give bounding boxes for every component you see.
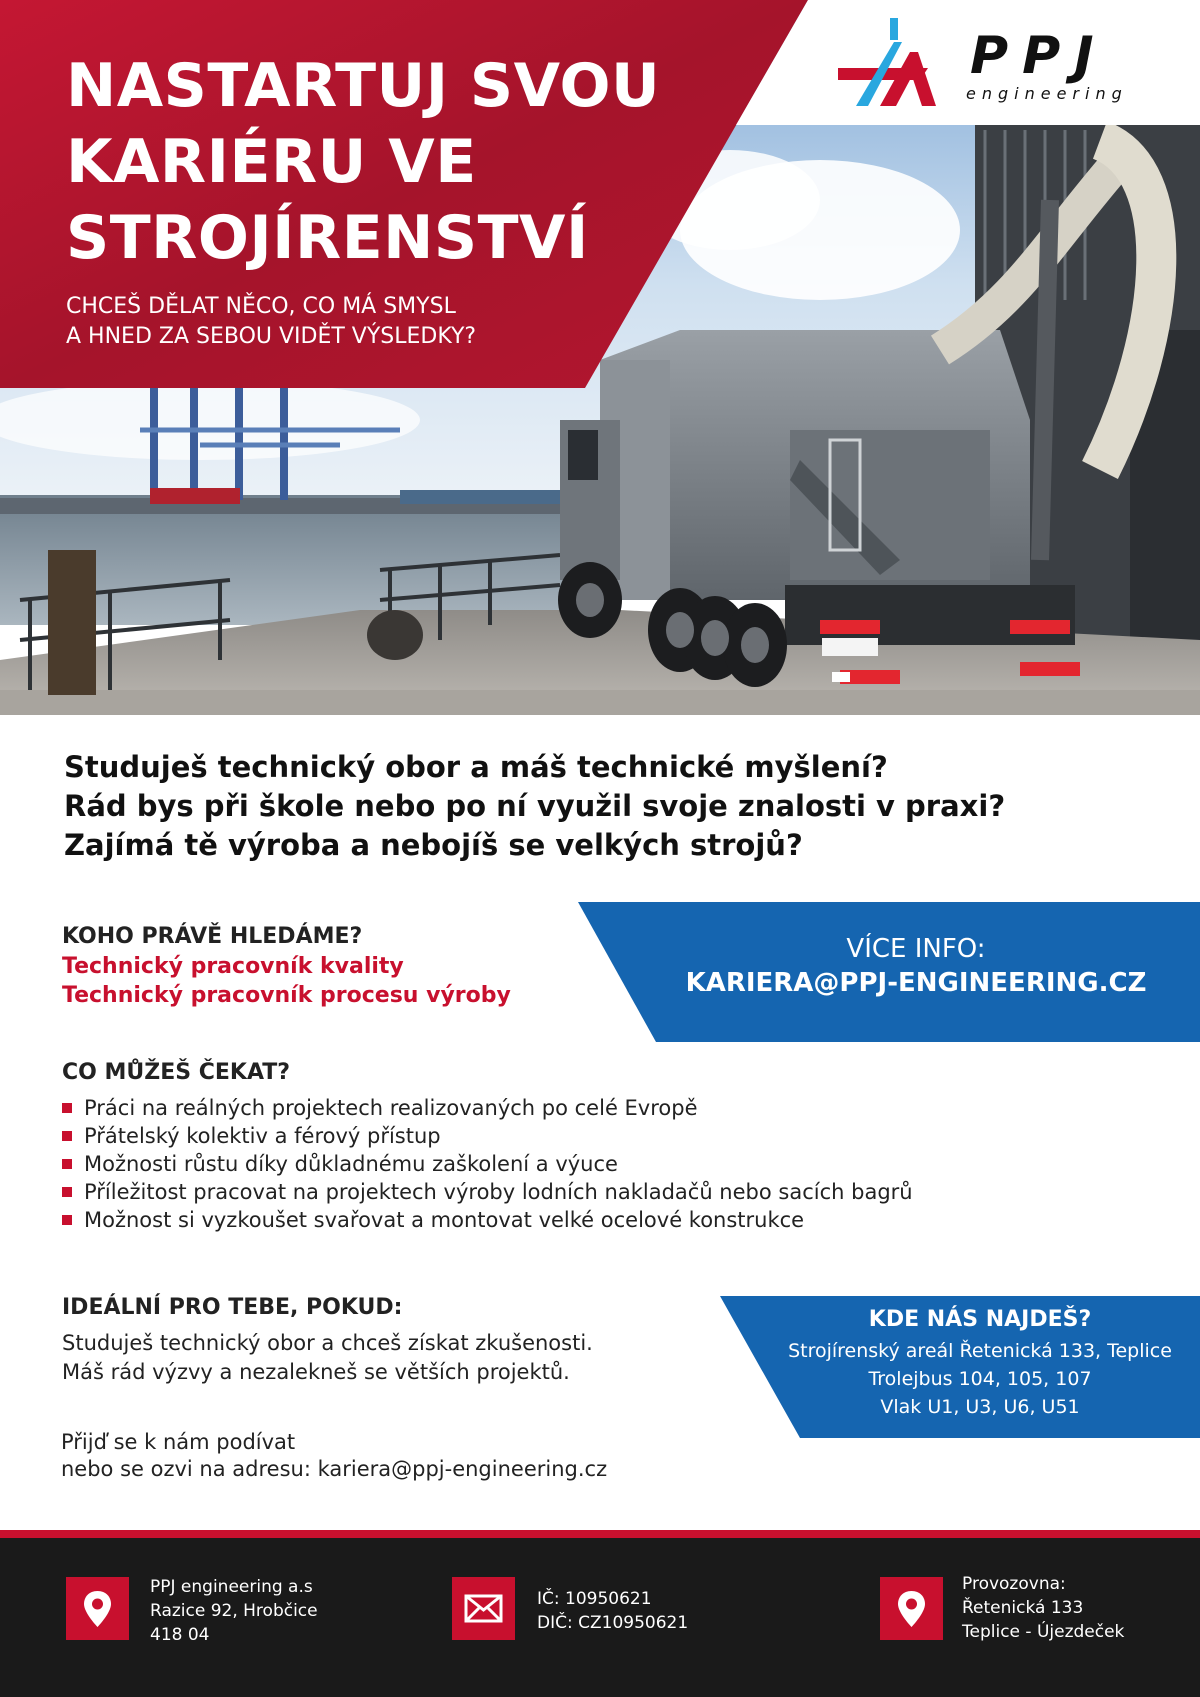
location-pin-icon — [880, 1577, 943, 1640]
footer-company-ids — [537, 1587, 688, 1635]
where-line: Trolejbus 104, 105, 107 — [868, 1368, 1092, 1390]
where-heading: KDE NÁS NAJDEŠ? — [868, 1307, 1092, 1332]
ideal-heading: IDEÁLNÍ PRO TEBE, POKUD: — [62, 1295, 403, 1320]
position-item: Technický pracovník procesu výroby — [62, 983, 511, 1008]
where-line: Strojírenský areál Řetenická 133, Teplice — [788, 1340, 1172, 1362]
visit-line: Přijď se k nám podívat — [61, 1430, 296, 1454]
hero-title-line: STROJÍRENSTVÍ — [66, 203, 589, 273]
question-line: Rád bys při škole nebo po ní využil svoje znalosti v praxi? — [64, 789, 1006, 823]
ideal-line: Máš rád výzvy a nezalekneš se větších projektů. — [62, 1360, 570, 1384]
list-item-text: Možnosti růstu díky důkladnému zaškolení a výuce — [84, 1152, 618, 1176]
footer-address-line: PPJ engineering a.s — [150, 1577, 313, 1597]
footer-id-line: DIČ: CZ10950621 — [537, 1613, 689, 1633]
bullet-square-icon — [62, 1131, 72, 1141]
expect-heading: CO MŮŽEŠ ČEKAT? — [62, 1060, 291, 1085]
logo-wordmark: PPJ — [970, 26, 1108, 86]
list-item-text: Možnost si vyzkoušet svařovat a montovat velké ocelové konstrukce — [84, 1208, 805, 1232]
visit-line: nebo se ozvi na adresu: kariera@ppj-engineering.cz — [61, 1457, 608, 1481]
footer-address-line: 418 04 — [150, 1625, 210, 1645]
footer-id-line: IČ: 10950621 — [537, 1589, 652, 1609]
intro-questions — [64, 748, 1144, 865]
footer-address — [150, 1575, 318, 1647]
bullet-square-icon — [62, 1159, 72, 1169]
hero-subtitle-line: A HNED ZA SEBOU VIDĚT VÝSLEDKY? — [66, 324, 477, 349]
position-item: Technický pracovník kvality — [62, 954, 404, 979]
who-heading: KOHO PRÁVĚ HLEDÁME? — [62, 924, 363, 949]
list-item-text: Práci na reálných projektech realizovaných po celé Evropě — [84, 1096, 698, 1120]
hero-title-line: NASTARTUJ SVOU — [66, 51, 661, 121]
footer-branch-line: Řetenická 133 — [962, 1598, 1084, 1618]
hero-title-line: KARIÉRU VE — [66, 127, 477, 197]
footer-divider — [0, 1530, 1200, 1538]
list-item-text: Příležitost pracovat na projektech výroby lodních nakladačů nebo sacích bagrů — [84, 1180, 913, 1204]
bullet-square-icon — [62, 1215, 72, 1225]
more-info-label: VÍCE INFO: — [846, 934, 986, 964]
hero-title — [66, 48, 706, 276]
list-item — [62, 1178, 913, 1206]
envelope-icon — [452, 1577, 515, 1640]
list-item — [62, 1206, 913, 1234]
list-item-text: Přátelský kolektiv a férový přístup — [84, 1124, 441, 1148]
hero-subtitle-line: CHCEŠ DĚLAT NĚCO, CO MÁ SMYSL — [66, 294, 456, 319]
where-line: Vlak U1, U3, U6, U51 — [880, 1396, 1080, 1418]
hero-subtitle — [66, 292, 476, 352]
footer-address-line: Razice 92, Hrobčice — [150, 1601, 318, 1621]
visit-text — [61, 1429, 607, 1483]
more-info-email[interactable]: KARIERA@PPJ-ENGINEERING.CZ — [685, 968, 1147, 998]
ideal-line: Studuješ technický obor a chceš získat zkušenosti. — [62, 1331, 593, 1355]
footer-branch-line: Teplice - Újezdeček — [962, 1622, 1125, 1642]
question-line: Studuješ technický obor a máš technické myšlení? — [64, 750, 888, 784]
location-pin-icon — [66, 1577, 129, 1640]
footer-branch-line: Provozovna: — [962, 1574, 1066, 1594]
ideal-text — [62, 1329, 593, 1387]
list-item — [62, 1094, 913, 1122]
question-line: Zajímá tě výroba a nebojíš se velkých strojů? — [64, 828, 803, 862]
logo-tagline: engineering — [966, 84, 1128, 103]
expect-list — [62, 1094, 913, 1234]
list-item — [62, 1150, 913, 1178]
list-item — [62, 1122, 913, 1150]
footer-branch — [962, 1572, 1124, 1644]
bullet-square-icon — [62, 1187, 72, 1197]
bullet-square-icon — [62, 1103, 72, 1113]
